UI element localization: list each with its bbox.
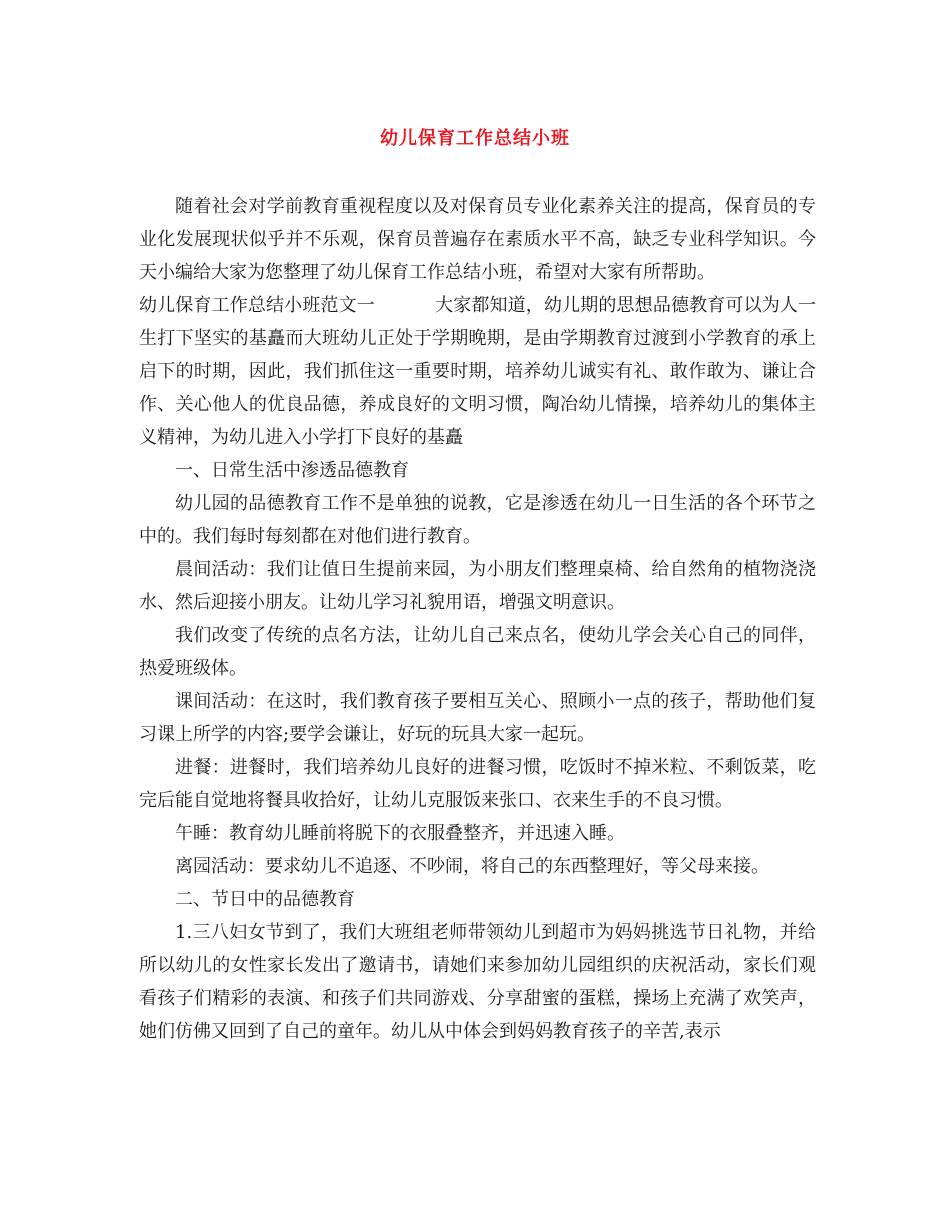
intro-paragraph: 随着社会对学前教育重视程度以及对保育员专业化素养关注的提高，保育员的专业化发展现状似乎并不乐观，保育员普遍存在素质水平不高，缺乏专业科学知识。今天小编给大家为您整理了幼儿保育工作总结小班，希望对大家有所帮助。 [139,196,816,283]
paragraph-nap: 午睡：教育幼儿睡前将脱下的衣服叠整齐，并迅速入睡。 [175,823,625,844]
document-title: 幼儿保育工作总结小班 [380,128,570,149]
section-heading: 幼儿保育工作总结小班范文一 [139,295,375,316]
heading-daily-life: 一、日常生活中渗透品德教育 [175,460,409,481]
section-body: 大家都知道，幼儿期的思想品德教育可以为人一生打下坚实的基矗而大班幼儿正处于学期晚期，是由学期教育过渡到小学教育的承上启下的时期，因此，我们抓住这一重要时期，培养幼儿诚实有礼、敢作敢为、谦让合作、关心他人的优良品德，养成良好的文明习惯，陶冶幼儿情操，培养幼儿的集体主义精神，为幼儿进入小学打下良好的基矗 [139,295,817,448]
document-body [139,190,816,1048]
paragraph-morning: 晨间活动：我们让值日生提前来园，为小朋友们整理桌椅、给自然角的植物浇浇水、然后迎接小朋友。让幼儿学习礼貌用语，增强文明意识。 [139,559,816,613]
paragraph-rollcall: 我们改变了传统的点名方法，让幼儿自己来点名，使幼儿学会关心自己的同伴，热爱班级体。 [139,625,816,679]
paragraph-break: 课间活动：在这时，我们教育孩子要相互关心、照顾小一点的孩子，帮助他们复习课上所学的内容;要学会谦让，好玩的玩具大家一起玩。 [139,691,816,745]
section-paragraph [139,289,816,454]
paragraph-kindergarten: 幼儿园的品德教育工作不是单独的说教，它是渗透在幼儿一日生活的各个环节之中的。我们每时每刻都在对他们进行教育。 [139,493,816,547]
heading-festivals: 二、节日中的品德教育 [175,889,355,910]
paragraph-womens-day: 1.三八妇女节到了，我们大班组老师带领幼儿到超市为妈妈挑选节日礼物，并给所以幼儿的女性家长发出了邀请书，请她们来参加幼儿园组织的庆祝活动，家长们观看孩子们精彩的表演、和孩子们共同游戏、分享甜蜜的蛋糕，操场上充满了欢笑声，她们仿佛又回到了自己的童年。幼儿从中体会到妈妈教育孩子的辛苦,表示 [139,922,816,1042]
paragraph-leaving: 离园活动：要求幼儿不追逐、不吵闹，将自己的东西整理好，等父母来接。 [175,856,769,877]
paragraph-meals: 进餐：进餐时，我们培养幼儿良好的进餐习惯，吃饭时不掉米粒、不剩饭菜，吃完后能自觉地将餐具收拾好，让幼儿克服饭来张口、衣来生手的不良习惯。 [139,757,816,811]
